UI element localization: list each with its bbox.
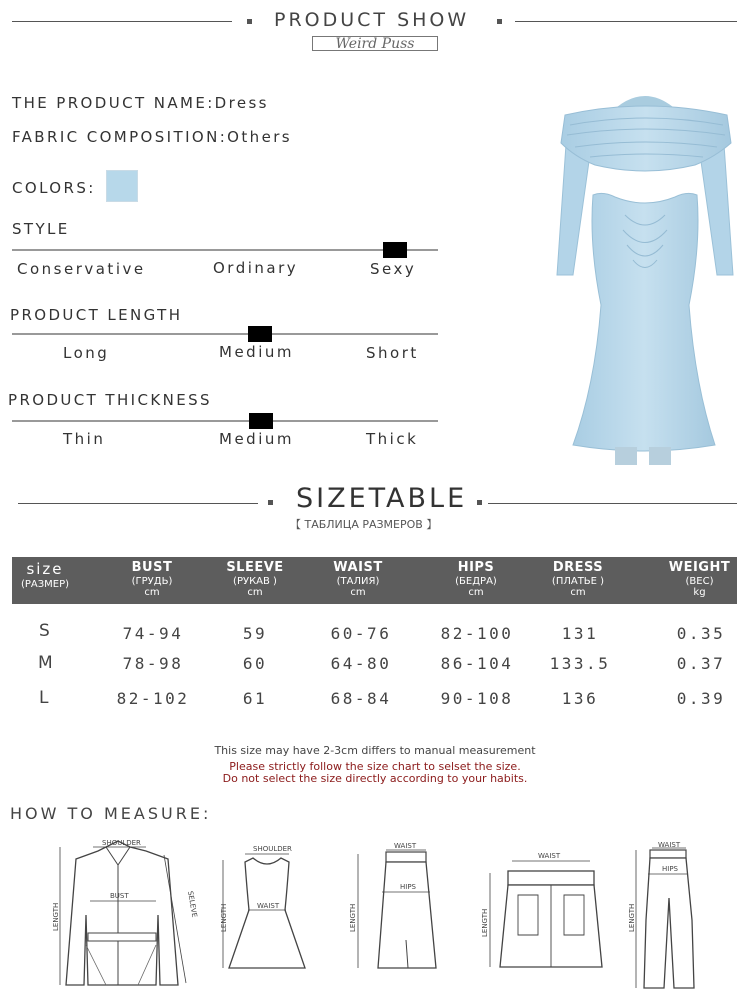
length-option-medium: Medium (219, 343, 294, 361)
product-dress-image (545, 85, 745, 470)
fabric-composition: FABRIC COMPOSITION:Others (12, 128, 292, 146)
skirt-length-label: LENGTH (349, 903, 357, 932)
row-weight: 0.37 (676, 654, 726, 673)
note-measurement: This size may have 2-3cm differs to manual measurement (214, 744, 536, 757)
size-table-header (12, 557, 737, 604)
skirt-hips-label: HIPS (400, 883, 416, 891)
skirt-measure-diagram (342, 840, 447, 980)
product-name: THE PRODUCT NAME:Dress (12, 94, 269, 112)
page-title: PRODUCT SHOW (274, 9, 470, 31)
row-sleeve: 61 (242, 689, 268, 708)
style-option-sexy: Sexy (370, 260, 417, 278)
col-dress: DRESS (ПЛАТЬЕ ) cm (551, 560, 605, 598)
mini-skirt-length-label: LENGTH (481, 908, 489, 937)
style-scale-line (12, 249, 438, 251)
row-dress: 133.5 (549, 654, 611, 673)
row-bust: 74-94 (122, 624, 184, 643)
pants-measure-diagram (622, 840, 712, 990)
row-size: L (39, 688, 49, 708)
sizetable-dot-left (268, 500, 273, 505)
header-rule-right (515, 21, 737, 22)
dress-length-label: LENGTH (220, 903, 228, 932)
thickness-marker (249, 413, 273, 429)
sizetable-dot-right (477, 500, 482, 505)
col-hips: HIPS (БЕДРА) cm (455, 560, 497, 598)
dress-measure-diagram (215, 840, 320, 980)
dress-waist-label: WAIST (257, 902, 280, 910)
row-weight: 0.35 (676, 624, 726, 643)
header-rule-left (12, 21, 232, 22)
mini-skirt-measure-diagram (478, 845, 618, 975)
thickness-option-thick: Thick (366, 430, 419, 448)
style-option-conservative: Conservative (17, 260, 146, 278)
row-hips: 90-108 (440, 689, 514, 708)
style-option-ordinary: Ordinary (213, 259, 299, 277)
row-weight: 0.39 (676, 689, 726, 708)
row-bust: 82-102 (116, 689, 190, 708)
length-scale-line (12, 333, 438, 335)
sizetable-title: SIZETABLE (296, 483, 468, 514)
thickness-label: PRODUCT THICKNESS (8, 391, 212, 409)
color-swatch-light-blue (106, 170, 138, 202)
row-size: S (39, 621, 50, 641)
length-marker (248, 326, 272, 342)
row-waist: 68-84 (330, 689, 392, 708)
colors-label: COLORS: (12, 179, 96, 197)
row-waist: 60-76 (330, 624, 392, 643)
row-hips: 86-104 (440, 654, 514, 673)
sizetable-rule-right (488, 503, 737, 504)
thickness-scale-line (12, 420, 438, 422)
pants-waist-label: WAIST (658, 841, 681, 849)
skirt-waist-label: WAIST (394, 842, 417, 850)
length-option-long: Long (63, 344, 110, 362)
mini-skirt-waist-label: WAIST (538, 852, 561, 860)
thickness-option-medium: Medium (219, 430, 294, 448)
how-to-measure-title: HOW TO MEASURE: (10, 804, 212, 823)
row-bust: 78-98 (122, 654, 184, 673)
header-dot-left (247, 19, 252, 24)
sizetable-subtitle: 【 ТАБЛИЦА РАЗМЕРОВ 】 (290, 518, 438, 531)
length-option-short: Short (366, 344, 419, 362)
note-follow-chart: Please strictly follow the size chart to selset the size. (229, 760, 521, 773)
pants-hips-label: HIPS (662, 865, 678, 873)
dress-shoulder-label: SHOULDER (253, 845, 292, 853)
row-waist: 64-80 (330, 654, 392, 673)
row-hips: 82-100 (440, 624, 514, 643)
thickness-option-thin: Thin (63, 430, 106, 448)
style-marker (383, 242, 407, 258)
jacket-shoulder-label: SHOULDER (102, 839, 141, 847)
jacket-measure-diagram (48, 835, 198, 993)
sizetable-rule-left (18, 503, 258, 504)
row-dress: 136 (561, 689, 599, 708)
pants-length-label: LENGTH (628, 903, 636, 932)
col-size: size (РАЗМЕР) (20, 560, 70, 590)
length-label: PRODUCT LENGTH (10, 306, 183, 324)
jacket-length-label: LENGTH (52, 902, 60, 931)
row-sleeve: 59 (242, 624, 268, 643)
brand-subtitle: Weird Puss (312, 36, 438, 51)
row-dress: 131 (561, 624, 599, 643)
jacket-seleve-label: SELEVE (185, 890, 198, 918)
row-sleeve: 60 (242, 654, 268, 673)
jacket-bust-label: BUST (110, 892, 129, 900)
style-label: STYLE (12, 220, 70, 238)
col-waist: WAIST (ТАЛИЯ) cm (333, 560, 383, 598)
col-sleeve: SLEEVE (РУКАВ ) cm (226, 560, 284, 598)
header-dot-right (497, 19, 502, 24)
col-weight: WEIGHT (ВЕС) kg (668, 560, 731, 598)
row-size: M (38, 653, 53, 673)
col-bust: BUST (ГРУДЬ) cm (131, 560, 173, 598)
note-habits: Do not select the size directly according to your habits. (222, 772, 528, 785)
